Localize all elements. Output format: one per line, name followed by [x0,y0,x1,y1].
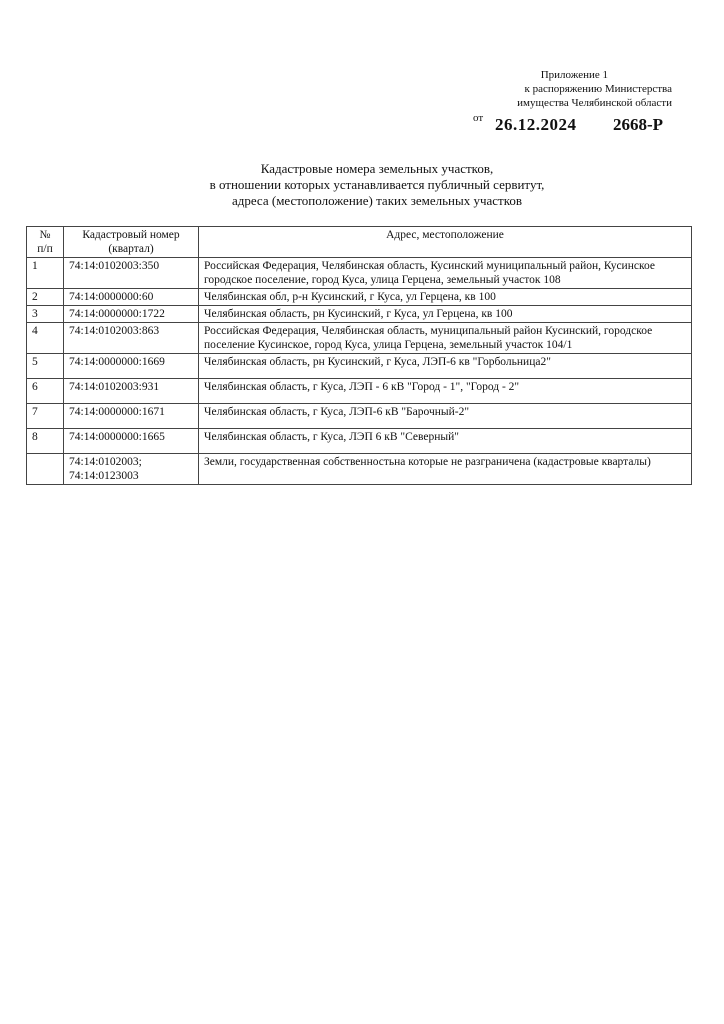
row-number [27,454,64,485]
row-address: Челябинская область, рн Кусинский, г Куса, ЛЭП-6 кв "Горбольница2" [199,354,692,379]
row-cadastral-line2: 74:14:0123003 [69,470,139,482]
row-address: Земли, государственная собственностьна которые не разграничена (кадастровые кварталы) [199,454,692,485]
document-title [0,161,724,209]
row-cadastral: 74:14:0102003:931 [64,379,199,404]
row-cadastral: 74:14:0102003:863 [64,323,199,354]
row-number: 5 [27,354,64,379]
order-date-row [473,112,693,136]
row-address: Челябинская область, г Куса, ЛЭП - 6 кВ "Город - 1", "Город - 2" [199,379,692,404]
table-row [27,404,692,429]
title-line-3: адреса (местоположение) таких земельных участков [231,193,523,208]
row-address: Российская Федерация, Челябинская область, Кусинский муниципальный район, Кусинское городское поселение, город Куса, улица Герцена, земельный участок 108 [199,258,692,289]
row-cadastral: 74:14:0102003:350 [64,258,199,289]
header-cadastral-line1: Кадастровый номер [82,229,180,241]
table-row [27,289,692,306]
row-address: Челябинская область, г Куса, ЛЭП 6 кВ "Северный" [199,429,692,454]
row-number: 7 [27,404,64,429]
order-prefix: от [473,112,484,124]
row-cadastral: 74:14:0000000:1665 [64,429,199,454]
table-row [27,354,692,379]
cadastral-table [26,226,692,485]
row-cadastral: 74:14:0000000:60 [64,289,199,306]
header-number-line1: № [39,229,51,241]
order-number: 2668-Р [613,115,664,134]
row-cadastral-line1: 74:14:0102003; [69,456,142,468]
row-number: 6 [27,379,64,404]
row-number: 1 [27,258,64,289]
table-row [27,323,692,354]
row-cadastral: 74:14:0000000:1669 [64,354,199,379]
header-cadastral-line2: (квартал) [108,243,154,255]
table-row [27,429,692,454]
row-cadastral: 74:14:0000000:1671 [64,404,199,429]
appendix-ministry: имущества Челябинской области [517,97,672,109]
header-cadastral [64,227,199,258]
table-row [27,454,692,485]
table-row [27,258,692,289]
row-number: 8 [27,429,64,454]
row-address: Челябинская область, г Куса, ЛЭП-6 кВ "Барочный-2" [199,404,692,429]
header-address: Адрес, местоположение [199,227,692,258]
appendix-title: Приложение 1 [540,69,608,81]
row-number: 2 [27,289,64,306]
appendix-order-ref: к распоряжению Министерства [524,83,672,95]
table-row [27,379,692,404]
header-number-line2: п/п [37,243,53,255]
row-cadastral [64,454,199,485]
row-address: Челябинская обл, р-н Кусинский, г Куса, ул Герцена, кв 100 [199,289,692,306]
appendix-block [412,68,672,110]
title-line-1: Кадастровые номера земельных участков, [260,161,494,176]
table-header-row [27,227,692,258]
row-address: Российская Федерация, Челябинская область, муниципальный район Кусинский, городское поселение Кусинское, город Куса, улица Герцена, земельный участок 104/1 [199,323,692,354]
table-row [27,306,692,323]
row-number: 3 [27,306,64,323]
row-address: Челябинская область, рн Кусинский, г Куса, ул Герцена, кв 100 [199,306,692,323]
header-number [27,227,64,258]
title-line-2: в отношении которых устанавливается публичный сервитут, [209,177,545,192]
row-cadastral: 74:14:0000000:1722 [64,306,199,323]
order-date: 26.12.2024 [495,115,577,134]
row-number: 4 [27,323,64,354]
